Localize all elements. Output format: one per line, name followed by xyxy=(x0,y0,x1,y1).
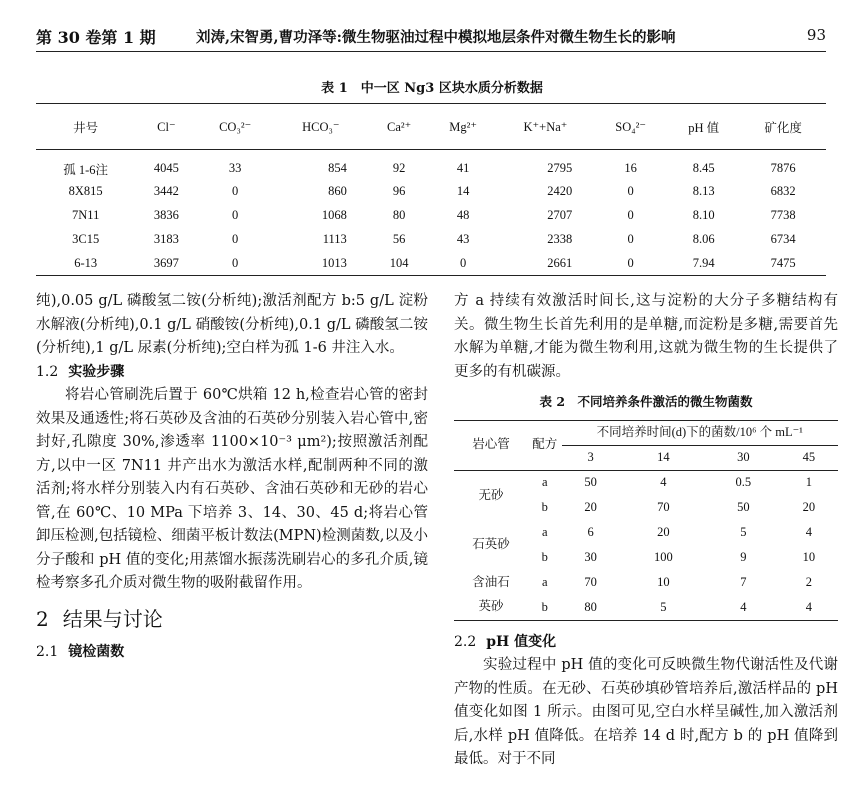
table2-cell: 10 xyxy=(802,549,816,564)
table1-row xyxy=(36,252,826,276)
table1-row xyxy=(36,180,826,204)
table1-cell: 0 xyxy=(627,208,634,222)
table2-core-cell: 含油石英砂 xyxy=(472,575,510,613)
table1-cell: 0 xyxy=(627,255,634,270)
table1-cell: 16 xyxy=(624,161,637,176)
table1-cell: 1113 xyxy=(322,232,347,246)
paragraph: 实验过程中 pH 值的变化可反映微生物代谢活性及代谢产物的性质。在无砂、石英砂填砂管培养后,激活样品的 pH 值变化如图 1 所示。由图可见,空白水样呈碱性,加入激活剂后,水样 pH 值降低。在培养 14 d 时,配方 b 的 pH 值降到最低。对于不同 xyxy=(454,657,838,767)
table1-cell: 1013 xyxy=(321,255,347,270)
section-heading-2-1: 2.1 镜检菌数 xyxy=(36,644,125,660)
page-number: 93 xyxy=(806,26,826,44)
table2-cell: a xyxy=(541,574,548,589)
table2-cell: 7 xyxy=(740,574,747,589)
paragraph: 将岩心管刷洗后置于 60℃烘箱 12 h,检查岩心管的密封效果及通透性;将石英砂及含油的石英砂分别装入岩心管中,密封好,孔隙度 30%,渗透率 1100×10⁻³ μm²);按照激活剂配方,以中一区 7N11 井产出水为激活水样,配制两种不同的激活剂;将水样分别装入内有石英砂、含油石英砂和无砂的岩心管,在 60℃、10 MPa 下培养 3、14、30、45 d;将岩心管卸压检测,包括镜检、细菌平板计数法(MPN)检测菌数,以及小分子酸和 pH 值的变化;用蒸馏水振荡洗刷岩心的多孔介质,镜检考察多孔介质对微生物的吸附截留作用。 xyxy=(36,387,428,591)
table1-cell: 41 xyxy=(456,161,470,176)
table2-caption: 表 2 不同培养条件激活的微生物菌数 xyxy=(539,394,753,409)
table1-cell: 0 xyxy=(232,208,239,222)
table1-header-cell: 井号 xyxy=(73,120,99,135)
table2 xyxy=(454,420,838,621)
table2-cell: 30 xyxy=(584,549,597,564)
table2-header-cell: 3 xyxy=(587,449,594,464)
table1-header-cell: HCO₃⁻ xyxy=(302,119,340,134)
table2-header-cell: 配方 xyxy=(528,420,562,470)
table1-cell: 0 xyxy=(232,184,239,198)
table1-cell: 1068 xyxy=(321,208,347,222)
table1-cell: 48 xyxy=(456,208,470,222)
table1-cell: 8.06 xyxy=(692,232,715,246)
table1-cell: 6-13 xyxy=(74,255,98,270)
table1-row xyxy=(36,228,826,252)
table2-row xyxy=(454,520,838,545)
table2-cell: 5 xyxy=(660,599,667,614)
table1-cell: 104 xyxy=(389,255,409,270)
table2-cell: 50 xyxy=(737,499,750,514)
volume-issue: 第 30 卷第 1 期 xyxy=(36,28,156,47)
section-heading-1-2: 1.2 实验步骤 xyxy=(36,363,125,380)
table1-cell: 0 xyxy=(459,255,467,270)
table2-cell: 4 xyxy=(740,599,747,614)
table1-cell: 0 xyxy=(627,232,634,246)
table2-cell: b xyxy=(541,499,548,514)
table1-cell: 0 xyxy=(627,184,634,198)
table2-row xyxy=(454,570,838,595)
table1-cell: 7.94 xyxy=(692,255,715,270)
table1-cell: 3442 xyxy=(153,184,179,198)
table2-cell: 20 xyxy=(584,499,597,514)
table2-cell: 4 xyxy=(805,599,812,614)
table1-cell: 80 xyxy=(392,208,406,222)
table1-cell: 854 xyxy=(328,161,347,176)
table1-cell: 92 xyxy=(392,161,406,176)
table2-cell: 0.5 xyxy=(735,475,752,489)
table1-cell: 8.45 xyxy=(692,161,715,176)
table2-cell: 20 xyxy=(657,524,670,539)
table1-caption: 表 1 中一区 Ng3 区块水质分析数据 xyxy=(321,81,543,96)
table1 xyxy=(36,103,826,276)
table1-row xyxy=(36,204,826,228)
table1-cell: 孤 1-6注 xyxy=(63,162,109,177)
paragraph: 纯),0.05 g/L 磷酸氢二铵(分析纯);激活剂配方 b:5 g/L 淀粉水解液(分析纯),0.1 g/L 硝酸铵(分析纯),0.1 g/L 磷酸氢二铵(分析纯),1 g/L 尿素(分析纯);空白样为孤 1-6 井注入水。 xyxy=(36,293,428,356)
table1-cell: 33 xyxy=(228,161,242,176)
table1-cell: 8.10 xyxy=(692,208,715,222)
table1-cell: 2338 xyxy=(547,232,573,246)
table2-cell: b xyxy=(541,599,548,614)
table1-cell: 7876 xyxy=(770,161,796,176)
table2-cell: 100 xyxy=(653,549,673,564)
left-column xyxy=(36,290,428,665)
table2-core-cell: 石英砂 xyxy=(472,537,510,552)
table1-cell: 2707 xyxy=(547,208,573,222)
table2-header-cell: 30 xyxy=(737,449,750,464)
table1-cell: 0 xyxy=(232,255,239,270)
table1-header-cell: pH 值 xyxy=(688,120,720,135)
table1-cell: 2661 xyxy=(547,255,573,270)
table2-cell: 4 xyxy=(805,524,812,539)
table2-header-cell: 岩心管 xyxy=(454,420,528,470)
table2-cell: 1 xyxy=(805,475,812,489)
table1-cell: 2420 xyxy=(547,184,573,198)
table2-cell: a xyxy=(541,475,548,489)
table2-cell: 6 xyxy=(587,524,594,539)
table2-header-cell: 不同培养时间(d)下的菌数/10⁶ 个 mL⁻¹ xyxy=(562,420,839,445)
table2-cell: 9 xyxy=(740,549,747,564)
table2-cell: 10 xyxy=(657,574,670,589)
table2-cell: 70 xyxy=(584,574,597,589)
table1-cell: 7738 xyxy=(770,208,796,222)
table1-header-cell: SO₄²⁻ xyxy=(615,119,646,134)
table2-cell: 4 xyxy=(660,475,667,489)
table1-header-cell: Mg²⁺ xyxy=(449,119,477,134)
table2-cell: 2 xyxy=(805,574,812,589)
paragraph: 方 a 持续有效激活时间长,这与淀粉的大分子多糖结构有关。微生物生长首先利用的是单糖,而淀粉是多糖,需要首先水解为单糖,才能为微生物利用,这就为微生物的生长提供了更多的有机碳源。 xyxy=(454,293,838,380)
table1-cell: 6832 xyxy=(770,184,796,198)
table1-cell: 8.13 xyxy=(692,184,715,198)
table2-cell: 5 xyxy=(740,524,747,539)
running-title: 刘涛,宋智勇,曹功泽等:微生物驱油过程中模拟地层条件对微生物生长的影响 xyxy=(196,29,676,46)
table2-row xyxy=(454,470,838,495)
table1-cell: 43 xyxy=(456,232,470,246)
table1-row xyxy=(36,150,826,180)
running-header xyxy=(36,22,826,52)
table2-cell: 20 xyxy=(802,499,816,514)
table1-cell: 3183 xyxy=(153,232,179,246)
right-column xyxy=(454,290,838,772)
table1-cell: 2795 xyxy=(547,161,573,176)
table1-cell: 4045 xyxy=(153,161,179,176)
table1-header-cell: 矿化度 xyxy=(764,120,802,135)
table1-cell: 3836 xyxy=(153,208,179,222)
table2-cell: 50 xyxy=(584,475,597,489)
table2-cell: b xyxy=(541,549,548,564)
table1-cell: 7475 xyxy=(770,255,796,270)
table1-cell: 56 xyxy=(392,232,406,246)
table2-cell: 70 xyxy=(657,499,670,514)
section-heading-2-2: 2.2 pH 值变化 xyxy=(454,633,557,650)
table1-cell: 96 xyxy=(392,184,406,198)
table2-header-cell: 45 xyxy=(802,449,816,464)
table2-header-cell: 14 xyxy=(657,449,670,464)
table1-header-cell: Cl⁻ xyxy=(157,119,176,134)
table1-header-cell: Ca²⁺ xyxy=(387,119,412,134)
table2-cell: a xyxy=(541,524,548,539)
table1-header-cell: K⁺+Na⁺ xyxy=(523,119,568,134)
table1-header-cell: CO₃²⁻ xyxy=(219,119,252,134)
table2-cell: 80 xyxy=(584,599,597,614)
table1-header-row xyxy=(36,104,826,150)
table2-core-cell: 无砂 xyxy=(478,487,504,502)
table1-cell: 860 xyxy=(328,184,347,198)
table1-cell: 8X815 xyxy=(68,184,103,198)
table1-cell: 3697 xyxy=(153,255,179,270)
table1-cell: 7N11 xyxy=(72,208,100,222)
table1-cell: 14 xyxy=(456,184,470,198)
table1-cell: 3C15 xyxy=(72,232,100,246)
table1-cell: 0 xyxy=(232,232,239,246)
table1-cell: 6734 xyxy=(770,232,796,246)
section-heading-2: 2 结果与讨论 xyxy=(36,606,163,631)
